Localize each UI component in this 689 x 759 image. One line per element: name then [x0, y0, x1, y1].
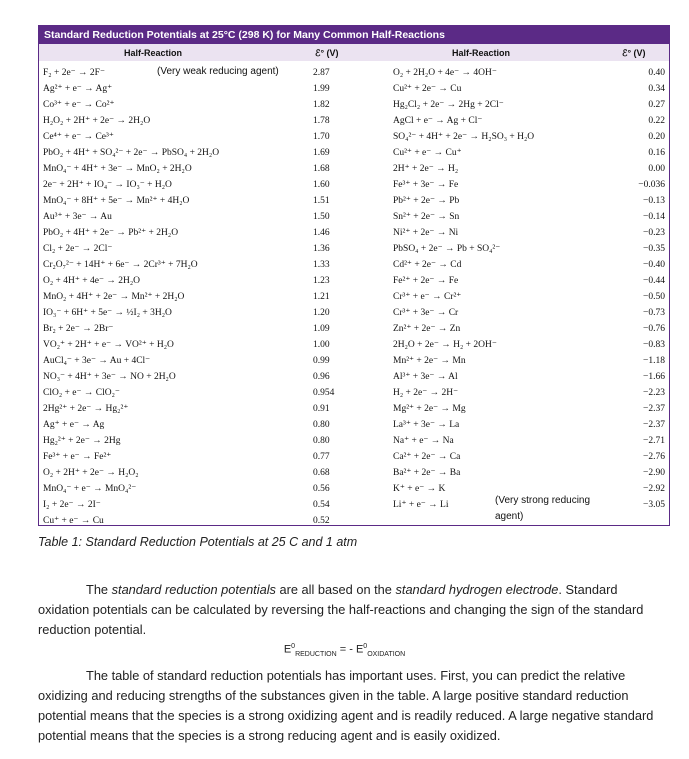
half-reaction: Hg₂²⁺ + 2e⁻ → 2Hg [43, 436, 121, 446]
reduction-potential: 1.68 [313, 164, 330, 174]
half-reaction: 2Hg²⁺ + 2e⁻ → Hg₂²⁺ [43, 404, 129, 414]
header-right-potential: ℰ° (V) [622, 48, 646, 58]
half-reaction: Ag⁺ + e⁻ → Ag [43, 420, 105, 430]
half-reaction: F₂ + 2e⁻ → 2F⁻ [43, 68, 105, 78]
half-reaction: NO₃⁻ + 4H⁺ + 3e⁻ → NO + 2H₂O [43, 372, 176, 382]
half-reaction: Cd²⁺ + 2e⁻ → Cd [393, 260, 462, 270]
reduction-potential: 0.52 [313, 516, 330, 526]
reduction-potential: 0.99 [313, 356, 330, 366]
reduction-potential: 1.82 [313, 100, 330, 110]
reduction-potential: −0.036 [638, 180, 665, 190]
reduction-potential: −0.40 [643, 260, 665, 270]
reduction-potential: 0.20 [648, 132, 665, 142]
reduction-potential: 1.60 [313, 180, 330, 190]
reduction-potential: 0.34 [648, 84, 665, 94]
half-reaction: MnO₄⁻ + 4H⁺ + 3e⁻ → MnO₂ + 2H₂O [43, 164, 192, 174]
reduction-potential: −2.92 [643, 484, 665, 494]
reduction-potential: 1.69 [313, 148, 330, 158]
reduction-potential: 0.80 [313, 420, 330, 430]
half-reaction: Ca²⁺ + 2e⁻ → Ca [393, 452, 461, 462]
reduction-potential: 0.16 [648, 148, 665, 158]
half-reaction: ClO₂ + e⁻ → ClO₂⁻ [43, 388, 120, 398]
reduction-potential: −2.90 [643, 468, 665, 478]
reduction-potential: 0.54 [313, 500, 330, 510]
reduction-potential: 1.21 [313, 292, 330, 302]
header-left-potential: ℰ° (V) [315, 48, 339, 58]
formula-lhs-sub: REDUCTION [295, 650, 337, 658]
table-title: Standard Reduction Potentials at 25°C (298 K) for Many Common Half-Reactions [39, 26, 669, 44]
reduction-potential: 1.20 [313, 308, 330, 318]
half-reaction: Cr³⁺ + 3e⁻ → Cr [393, 308, 459, 318]
header-right-reaction: Half-Reaction [452, 48, 511, 58]
reduction-potential: −0.14 [643, 212, 665, 222]
reduction-potential: 1.00 [313, 340, 330, 350]
half-reaction: I₂ + 2e⁻ → 2I⁻ [43, 500, 101, 510]
half-reaction: 2e⁻ + 2H⁺ + IO₄⁻ → IO₃⁻ + H₂O [43, 180, 172, 190]
paragraph-1-part2: are all based on the [275, 582, 396, 597]
table-header [39, 44, 669, 61]
half-reaction: SO₄²⁻ + 4H⁺ + 2e⁻ → H₂SO₃ + H₂O [393, 132, 535, 142]
paragraph-1-em1: standard reduction potentials [111, 582, 276, 597]
half-reaction: Ni²⁺ + 2e⁻ → Ni [393, 228, 459, 238]
half-reaction: Cr₂O₇²⁻ + 14H⁺ + 6e⁻ → 2Cr³⁺ + 7H₂O [43, 260, 198, 270]
reduction-potential: −0.13 [643, 196, 665, 206]
half-reaction: Ce⁴⁺ + e⁻ → Ce³⁺ [43, 132, 114, 142]
note-strong-reducing-agent-line1: (Very strong reducing [495, 495, 591, 506]
reduction-potential: −2.76 [643, 452, 665, 462]
reduction-potentials-table [38, 25, 670, 526]
half-reaction: PbO₂ + 4H⁺ + SO₄²⁻ + 2e⁻ → PbSO₄ + 2H₂O [43, 148, 220, 158]
paragraph-1-part1: The [86, 582, 112, 597]
note-strong-reducing-agent-line2: agent) [495, 511, 524, 522]
formula [0, 643, 689, 658]
half-reaction: O₂ + 4H⁺ + 4e⁻ → 2H₂O [43, 276, 141, 286]
reduction-potential: −0.35 [643, 244, 665, 254]
formula-lhs: E [283, 643, 292, 656]
note-weak-reducing-agent: (Very weak reducing agent) [157, 66, 279, 77]
reduction-potential: 1.99 [313, 84, 330, 94]
half-reaction: 2H₂O + 2e⁻ → H₂ + 2OH⁻ [393, 340, 497, 350]
reduction-potential: −0.50 [643, 292, 665, 302]
half-reaction: Cl₂ + 2e⁻ → 2Cl⁻ [43, 244, 113, 254]
reduction-potential: −1.18 [643, 356, 665, 366]
half-reaction: VO₂⁺ + 2H⁺ + e⁻ → VO²⁺ + H₂O [43, 340, 174, 350]
paragraph-1-em2: standard hydrogen electrode [395, 582, 559, 597]
reduction-potential: 2.87 [313, 68, 330, 78]
half-reaction: Na⁺ + e⁻ → Na [393, 436, 454, 446]
half-reaction: H₂ + 2e⁻ → 2H⁻ [393, 388, 459, 398]
half-reaction: Ag²⁺ + e⁻ → Ag⁺ [43, 84, 113, 94]
half-reaction: PbO₂ + 4H⁺ + 2e⁻ → Pb²⁺ + 2H₂O [43, 228, 179, 238]
half-reaction: K⁺ + e⁻ → K [393, 484, 446, 494]
reduction-potential: 0.68 [313, 468, 330, 478]
half-reaction: O₂ + 2H⁺ + 2e⁻ → H₂O₂ [43, 468, 139, 478]
table-caption: Table 1: Standard Reduction Potentials at 25 C and 1 atm [38, 535, 358, 549]
half-reaction: Sn²⁺ + 2e⁻ → Sn [393, 212, 460, 222]
reduction-potential: 0.40 [648, 68, 665, 78]
half-reaction: Zn²⁺ + 2e⁻ → Zn [393, 324, 461, 334]
reduction-potential: 0.96 [313, 372, 330, 382]
half-reaction: 2H⁺ + 2e⁻ → H₂ [393, 164, 459, 174]
half-reaction: La³⁺ + 3e⁻ → La [393, 420, 460, 430]
reduction-potential: 0.77 [313, 452, 330, 462]
formula-lhs-sup: 0 [291, 643, 296, 650]
reduction-potential: 1.23 [313, 276, 330, 286]
paragraph-1 [38, 580, 664, 640]
half-reaction: Pb²⁺ + 2e⁻ → Pb [393, 196, 460, 206]
reduction-potential: 1.36 [313, 244, 330, 254]
half-reaction: Hg₂Cl₂ + 2e⁻ → 2Hg + 2Cl⁻ [393, 100, 504, 110]
reduction-potential: 1.33 [313, 260, 330, 270]
reduction-potential: 0.954 [313, 388, 335, 398]
half-reaction: H₂O₂ + 2H⁺ + 2e⁻ → 2H₂O [43, 116, 151, 126]
half-reaction: IO₃⁻ + 6H⁺ + 5e⁻ → ½I₂ + 3H₂O [43, 308, 172, 318]
half-reaction: Fe²⁺ + 2e⁻ → Fe [393, 276, 459, 286]
reduction-potential: 1.70 [313, 132, 330, 142]
reduction-potential: 1.50 [313, 212, 330, 222]
reduction-potential: −2.37 [643, 420, 665, 430]
reduction-potential: −0.83 [643, 340, 665, 350]
half-reaction: AgCl + e⁻ → Ag + Cl⁻ [393, 116, 483, 126]
half-reaction: Br₂ + 2e⁻ → 2Br⁻ [43, 324, 114, 334]
formula-rhs-sub: OXIDATION [367, 650, 406, 658]
reduction-potential: 0.22 [648, 116, 665, 126]
reduction-potential: 0.00 [648, 164, 665, 174]
reduction-potential: −0.76 [643, 324, 665, 334]
reduction-potential: −0.73 [643, 308, 665, 318]
reduction-potential: −0.23 [643, 228, 665, 238]
half-reaction: PbSO₄ + 2e⁻ → Pb + SO₄²⁻ [393, 244, 501, 254]
half-reaction: Fe³⁺ + 3e⁻ → Fe [393, 180, 459, 190]
paragraph-2 [38, 666, 664, 746]
reduction-potential: 0.80 [313, 436, 330, 446]
half-reaction: Cr³⁺ + e⁻ → Cr²⁺ [393, 292, 462, 302]
reduction-potential: −2.23 [643, 388, 665, 398]
half-reaction: MnO₂ + 4H⁺ + 2e⁻ → Mn²⁺ + 2H₂O [43, 292, 185, 302]
reduction-potential: −0.44 [643, 276, 665, 286]
half-reaction: Cu⁺ + e⁻ → Cu [43, 516, 104, 526]
half-reaction: Mg²⁺ + 2e⁻ → Mg [393, 404, 466, 414]
reduction-potential: −2.71 [643, 436, 665, 446]
half-reaction: Fe³⁺ + e⁻ → Fe²⁺ [43, 452, 112, 462]
reduction-potential: 0.27 [648, 100, 665, 110]
reduction-potential: 1.78 [313, 116, 330, 126]
reduction-potential: 1.46 [313, 228, 330, 238]
half-reaction: Au³⁺ + 3e⁻ → Au [43, 212, 112, 222]
reduction-potential: −2.37 [643, 404, 665, 414]
half-reaction: Cu²⁺ + e⁻ → Cu⁺ [393, 148, 462, 158]
half-reaction: AuCl₄⁻ + 3e⁻ → Au + 4Cl⁻ [43, 356, 151, 366]
reduction-potential: 0.91 [313, 404, 330, 414]
half-reaction: Co³⁺ + e⁻ → Co²⁺ [43, 100, 115, 110]
reduction-potential: 1.51 [313, 196, 330, 206]
reduction-potential: −3.05 [643, 500, 665, 510]
half-reaction: Mn²⁺ + 2e⁻ → Mn [393, 356, 466, 366]
reduction-potential: −1.66 [643, 372, 665, 382]
half-reaction: Li⁺ + e⁻ → Li [393, 500, 449, 510]
half-reaction: Cu²⁺ + 2e⁻ → Cu [393, 84, 462, 94]
half-reaction: Ba²⁺ + 2e⁻ → Ba [393, 468, 461, 478]
header-left-reaction: Half-Reaction [124, 48, 183, 58]
reduction-potential: 0.56 [313, 484, 330, 494]
formula-middle: = - E [336, 643, 364, 656]
half-reaction: MnO₄⁻ + e⁻ → MnO₄²⁻ [43, 484, 137, 494]
paragraph-2-text: The table of standard reduction potentials has important uses. First, you can predict the relative oxidizing and reducing strengths of the substances given in the table. A large positive standard reduction potential means that the species is a strong oxidizing agent and is readily reduced. A large negative standard potential means that the species is a strong reducing agent and is easily oxidized. [38, 668, 654, 743]
paragraph-1-part3: . Standard oxidation potentials can be calculated by reversing the half-reactions and changing the sign of the standard reduction potential. [38, 582, 644, 637]
half-reaction: Al³⁺ + 3e⁻ → Al [393, 372, 458, 382]
half-reaction: MnO₄⁻ + 8H⁺ + 5e⁻ → Mn²⁺ + 4H₂O [43, 196, 190, 206]
reduction-potential: 1.09 [313, 324, 330, 334]
formula-rhs-sup: 0 [363, 643, 368, 650]
half-reaction: O₂ + 2H₂O + 4e⁻ → 4OH⁻ [393, 68, 497, 78]
